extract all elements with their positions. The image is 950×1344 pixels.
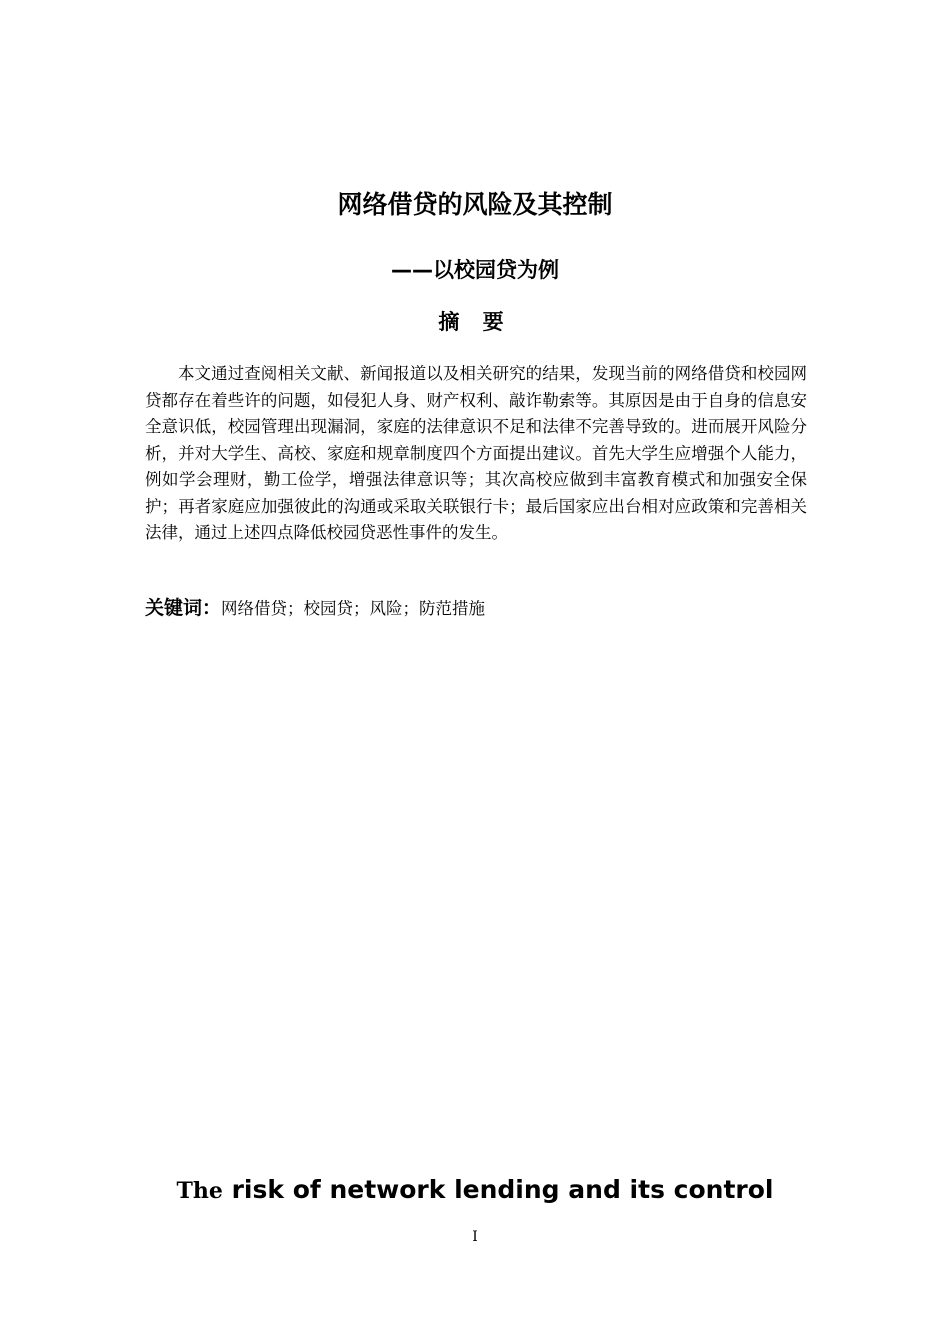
document-subtitle: ——以校园贷为例 [391,258,559,282]
abstract-body: 本文通过查阅相关文献、新闻报道以及相关研究的结果，发现当前的网络借贷和校园网贷都存在着些许的问题，如侵犯人身、财产权利、敲诈勒索等。其原因是由于自身的信息安全意识低，校园管理出现漏洞，家庭的法律意识不足和法律不完善导致的。进而展开风险分析，并对大学生、高校、家庭和规章制度四个方面提出建议。首先大学生应增强个人能力，例如学会理财，勤工俭学，增强法律意识等；其次高校应做到丰富教育模式和加强安全保护；再者家庭应加强彼此的沟通或采取关联银行卡；最后国家应出台相对应政策和完善相关法律，通过上述四点降低校园贷恶性事件的发生。 [145,364,807,542]
page-number: I [472,1229,478,1245]
english-title-first-word: The [176,1178,223,1204]
keywords-line [145,593,807,624]
document-title: 网络借贷的风险及其控制 [337,190,613,219]
abstract-heading: 摘 要 [438,310,512,334]
english-title [0,1172,950,1209]
keywords-value: 网络借贷；校园贷；风险；防范措施 [221,599,486,618]
keywords-label: 关键词： [145,597,222,619]
english-title-rest: risk of network lending and its control [222,1175,774,1204]
